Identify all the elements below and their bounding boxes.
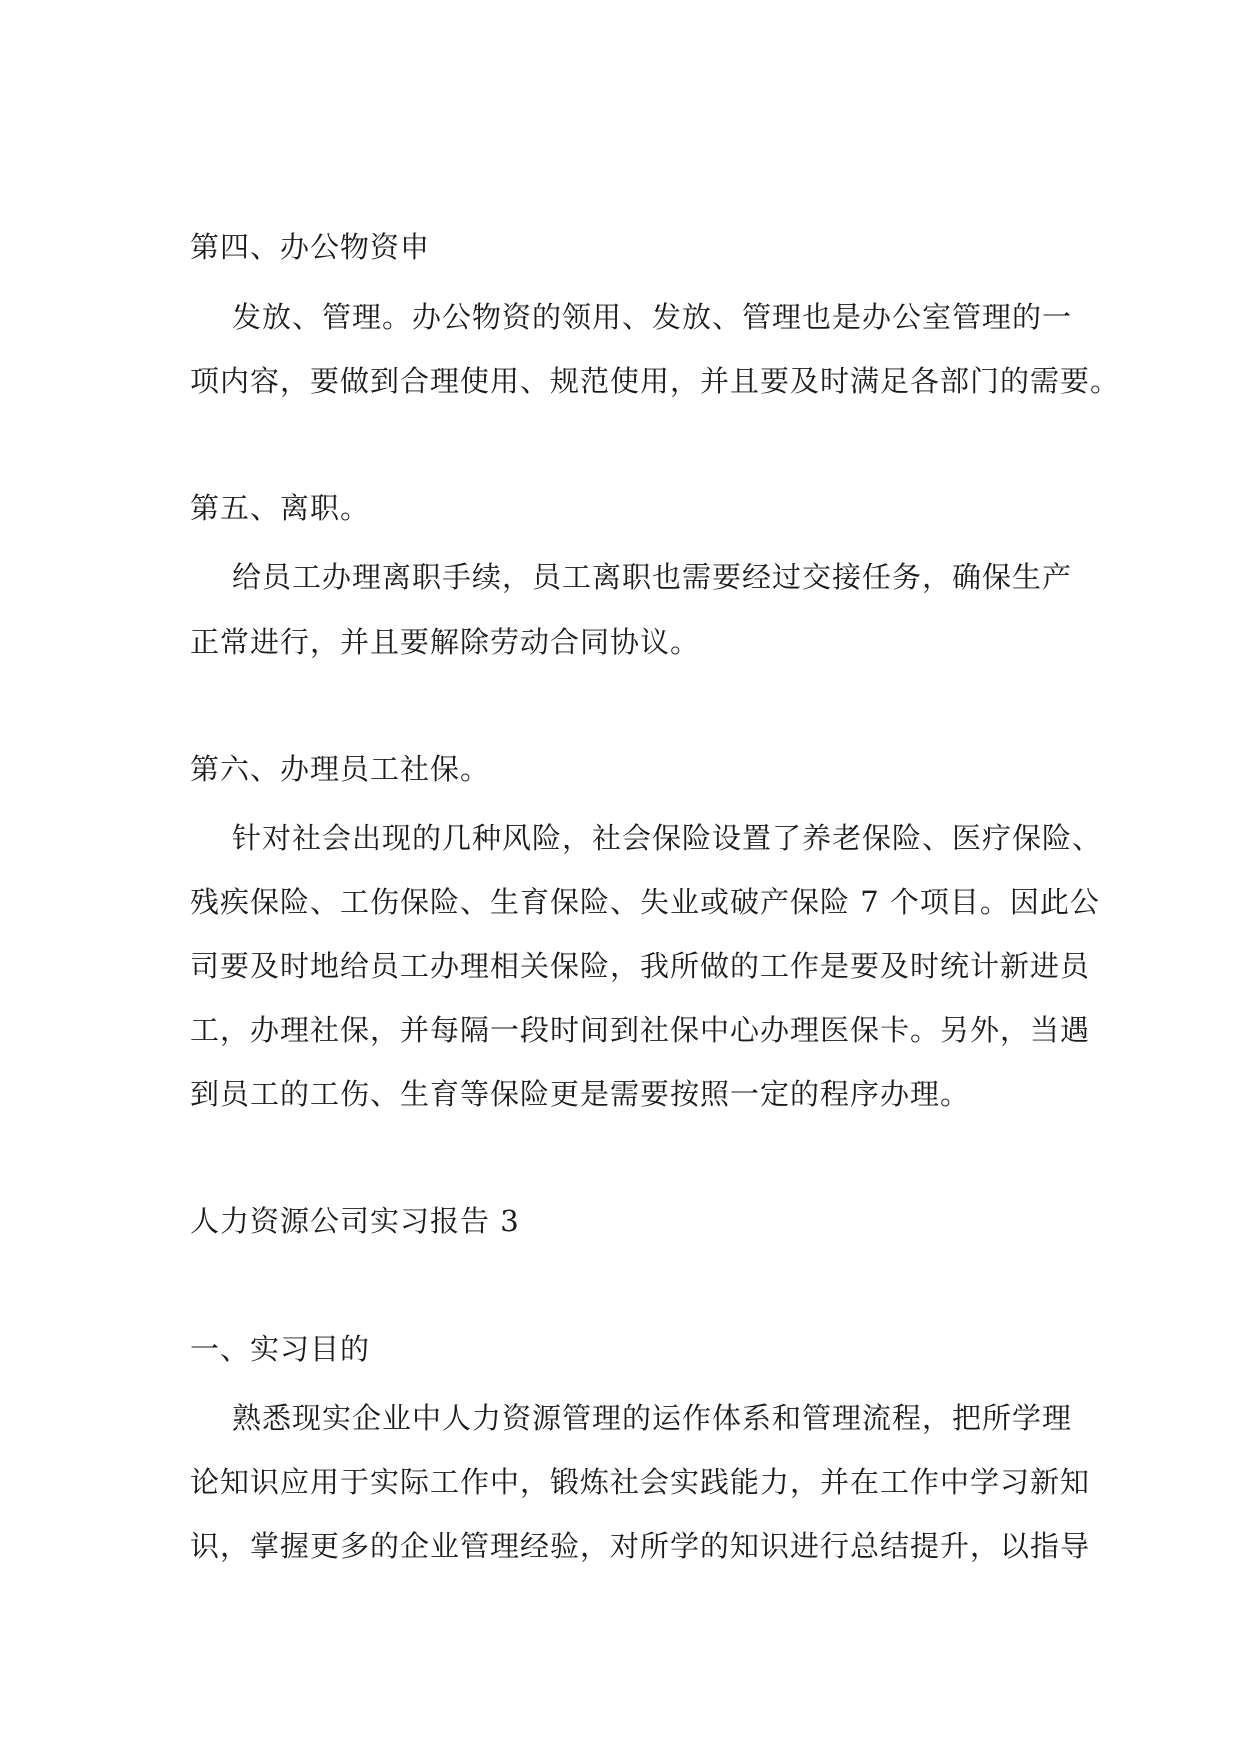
- section-6-body-line-5: 到员工的工伤、生育等保险更是需要按照一定的程序办理。: [190, 1077, 971, 1111]
- section-5-body-line-2: 正常进行，并且要解除劳动合同协议。: [190, 625, 701, 659]
- section-1-body-line-1: 熟悉现实企业中人力资源管理的运作体系和管理流程，把所学理: [232, 1401, 1073, 1435]
- section-6-body-line-4: 工，办理社保，并每隔一段时间到社保中心办理医保卡。另外，当遇: [190, 1013, 1091, 1047]
- section-6-body-line-2: 残疾保险、工伤保险、生育保险、失业或破产保险 7 个项目。因此公: [190, 885, 1100, 919]
- section-4-body-line-2: 项内容，要做到合理使用、规范使用，并且要及时满足各部门的需要。: [190, 364, 1121, 398]
- section-4-body-line-1: 发放、管理。办公物资的领用、发放、管理也是办公室管理的一: [232, 300, 1073, 334]
- section-1-heading: 一、实习目的: [190, 1332, 371, 1366]
- section-1-body-line-2: 论知识应用于实际工作中，锻炼社会实践能力，并在工作中学习新知: [190, 1465, 1091, 1499]
- section-6-body-line-3: 司要及时地给员工办理相关保险，我所做的工作是要及时统计新进员: [190, 949, 1091, 983]
- section-6-body-line-1: 针对社会出现的几种风险，社会保险设置了养老保险、医疗保险、: [232, 821, 1103, 855]
- section-5-heading: 第五、离职。: [190, 491, 371, 525]
- section-1-body-line-3: 识，掌握更多的企业管理经验，对所学的知识进行总结提升，以指导: [190, 1529, 1091, 1563]
- section-5-body-line-1: 给员工办理离职手续，员工离职也需要经过交接任务，确保生产: [232, 560, 1073, 594]
- section-6-heading: 第六、办理员工社保。: [190, 752, 491, 786]
- section-4-heading: 第四、办公物资申: [190, 230, 431, 264]
- report-title: 人力资源公司实习报告 3: [190, 1204, 520, 1238]
